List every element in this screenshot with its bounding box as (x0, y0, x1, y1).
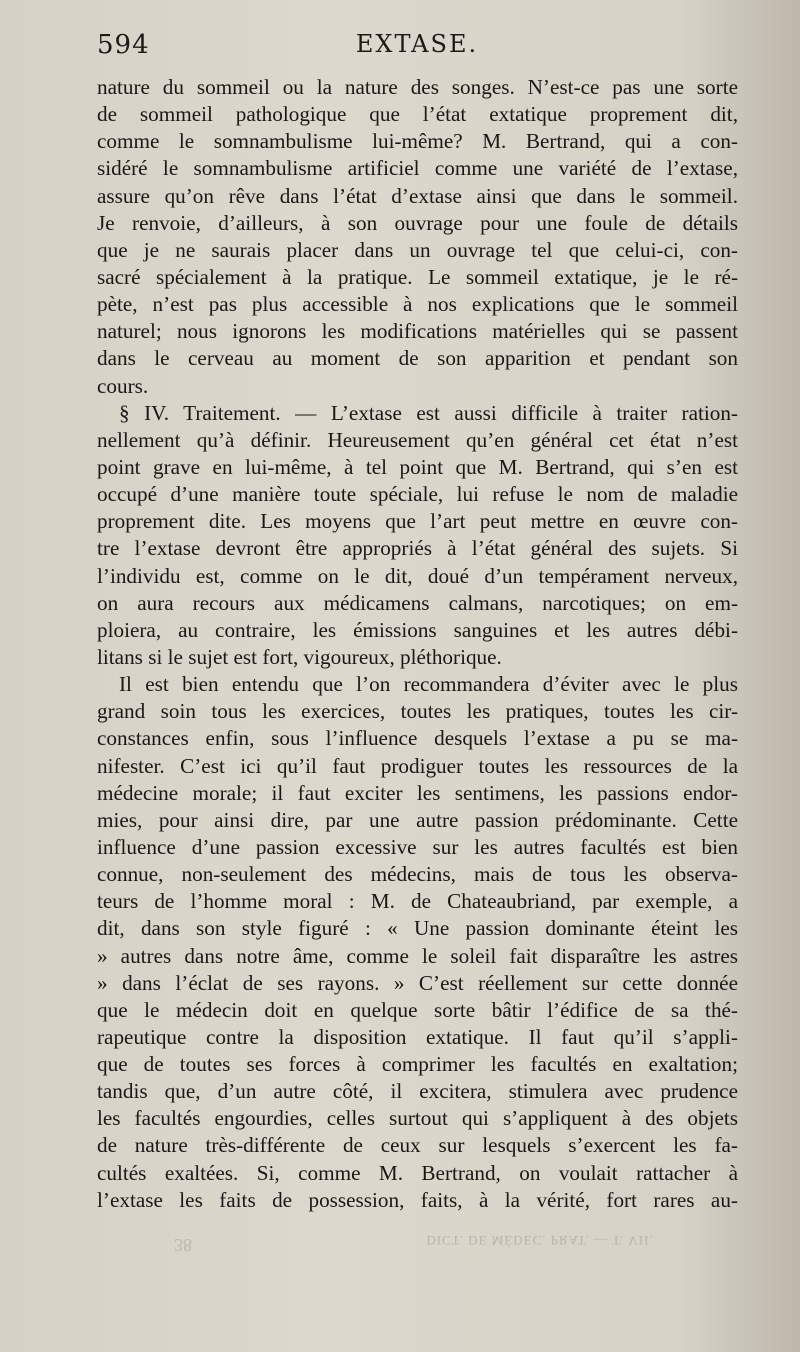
text-line: point grave en lui-même, à tel point que M. Bertrand, qui s’en est (97, 454, 738, 479)
text-line: rapeutique contre la disposition extatique. Il faut qu’il s’appli- (97, 1024, 738, 1049)
text-line: Je renvoie, d’ailleurs, à son ouvrage pour une foule de détails (97, 210, 738, 235)
page-number: 594 (97, 30, 150, 60)
show-through-signature-number: 38 (174, 1235, 192, 1255)
text-line: » autres dans notre âme, comme le soleil fait disparaître les astres (97, 943, 738, 968)
text-line: cultés exaltées. Si, comme M. Bertrand, on voulait rattacher à (97, 1160, 738, 1185)
text-line: de nature très-différente de ceux sur lesquels s’exercent les fa- (97, 1133, 738, 1158)
text-line: naturel; nous ignorons les modifications matérielles qui se passent (97, 319, 738, 344)
text-line: tre l’extase devront être appropriés à l’état général des sujets. Si (97, 536, 738, 561)
text-line: l’extase les faits de possession, faits, à la vérité, fort rares au- (97, 1187, 738, 1212)
text-line: teurs de l’homme moral : M. de Chateaubriand, par exemple, a (97, 889, 738, 914)
text-line: proprement dite. Les moyens que l’art peut mettre en œuvre con- (97, 509, 738, 534)
text-line: connue, non-seulement des médecins, mais de tous les observa- (97, 862, 738, 887)
text-line: l’individu est, comme on le dit, doué d’un tempérament nerveux, (97, 563, 738, 588)
page-header (97, 28, 737, 68)
body-text (97, 74, 738, 1214)
text-line: » dans l’éclat de ses rayons. » C’est réellement sur cette donnée (97, 970, 738, 995)
text-line: grand soin tous les exercices, toutes les pratiques, toutes les cir- (97, 699, 738, 724)
text-line: que je ne saurais placer dans un ouvrage tel que celui-ci, con- (97, 237, 738, 262)
text-line: nifester. C’est ici qu’il faut prodiguer toutes les ressources de la (97, 753, 738, 778)
text-line: ploiera, au contraire, les émissions sanguines et les autres débi- (97, 617, 738, 642)
text-line: constances enfin, sous l’influence desquels l’extase a pu se ma- (97, 726, 738, 751)
text-line: influence d’une passion excessive sur les autres facultés est bien (97, 834, 738, 859)
text-line: de sommeil pathologique que l’état extatique proprement dit, (97, 102, 738, 127)
text-line: nature du sommeil ou la nature des songes. N’est-ce pas une sorte (97, 75, 738, 99)
text-line: pète, n’est pas plus accessible à nos explications que le sommeil (97, 292, 738, 317)
running-head: EXTASE. (355, 30, 479, 58)
text-line: § IV. Traitement. — L’extase est aussi difficile à traiter ration- (119, 400, 738, 425)
text-line: que le médecin doit en quelque sorte bâtir l’édifice de sa thé- (97, 997, 738, 1022)
show-through-signature-mark: DICT. DE MÉDEC. PRAT. — T. VII. (426, 1233, 654, 1248)
text-line: litans si le sujet est fort, vigoureux, pléthorique. (97, 644, 502, 669)
text-line: tandis que, d’un autre côté, il excitera, stimulera avec prudence (97, 1079, 738, 1104)
text-line: médecine morale; il faut exciter les sentimens, les passions endor- (97, 780, 738, 805)
text-line: on aura recours aux médicamens calmans, narcotiques; on em- (97, 590, 738, 615)
text-line: sidéré le somnambulisme artificiel comme une variété de l’extase, (97, 156, 738, 181)
text-line: cours. (97, 373, 149, 398)
text-line: les facultés engourdies, celles surtout qui s’appliquent à des objets (97, 1106, 738, 1131)
text-line: nellement qu’à définir. Heureusement qu’en général cet état n’est (97, 427, 738, 452)
text-line: que de toutes ses forces à comprimer les facultés en exaltation; (97, 1052, 738, 1077)
text-line: Il est bien entendu que l’on recommandera d’éviter avec le plus (119, 672, 738, 697)
text-line: sacré spécialement à la pratique. Le sommeil extatique, je le ré- (97, 264, 738, 289)
text-line: mies, pour ainsi dire, par une autre passion prédominante. Cette (97, 807, 738, 832)
text-line: dans le cerveau au moment de son apparition et pendant son (97, 346, 738, 371)
text-line: assure qu’on rêve dans l’état d’extase ainsi que dans le sommeil. (97, 183, 738, 208)
text-line: dit, dans son style figuré : « Une passion dominante éteint les (97, 916, 738, 941)
text-line: occupé d’une manière toute spéciale, lui refuse le nom de maladie (97, 482, 738, 507)
text-line: comme le somnambulisme lui-même? M. Bertrand, qui a con- (97, 129, 738, 154)
